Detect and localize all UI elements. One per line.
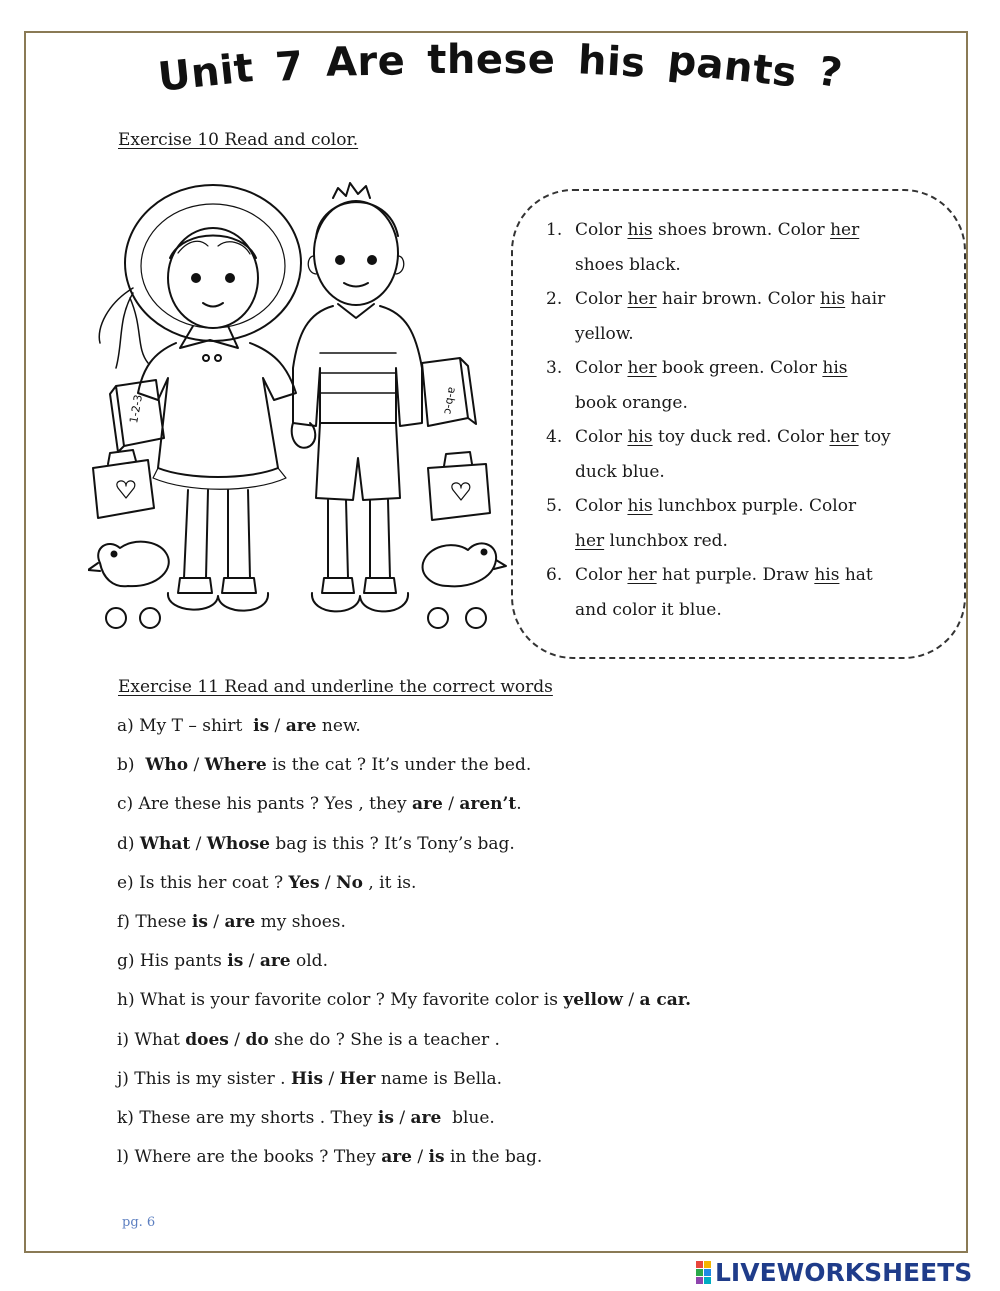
logo-square (704, 1269, 711, 1276)
item-text: a) My T – shirt (117, 716, 254, 736)
exercise-item (117, 830, 691, 869)
item-text: d) (117, 833, 140, 854)
option-word[interactable]: Yes (288, 872, 320, 893)
option-word[interactable]: is (428, 1147, 445, 1168)
item-text: e) Is this her coat ? (117, 872, 289, 893)
svg-text:a-b-c: a-b-c (441, 385, 459, 416)
option-word[interactable]: What (139, 833, 191, 854)
item-text: . (516, 794, 522, 815)
instruction-number: 2. (546, 289, 563, 309)
option-word[interactable]: yellow (563, 990, 623, 1011)
instruction-item (540, 282, 940, 351)
title-word: Are (325, 38, 406, 86)
title-word: 7 (273, 43, 305, 91)
possessive-word: his (820, 289, 846, 309)
item-text: my shoes. (255, 911, 346, 932)
exercise-10-list (540, 213, 940, 627)
item-text: , it is. (362, 872, 417, 893)
exercise-item (117, 908, 691, 947)
instruction-text: lunchbox red. (604, 530, 728, 551)
possessive-word: her (830, 220, 860, 240)
item-text: b) (117, 755, 146, 776)
option-word[interactable]: His (290, 1068, 324, 1089)
possessive-word: her (627, 565, 657, 585)
item-text: is the cat ? It’s under the bed. (266, 755, 532, 776)
instruction-number: 1. (546, 220, 563, 240)
option-separator: / (319, 872, 337, 893)
instruction-item (540, 420, 940, 489)
title-word: Unit (155, 45, 256, 101)
possessive-word: her (575, 530, 605, 551)
possessive-word: his (627, 496, 653, 516)
instruction-number: 6. (546, 565, 563, 585)
option-word[interactable]: is (191, 911, 208, 932)
item-text: i) What (117, 1029, 186, 1050)
item-text: c) Are these his pants ? Yes , they (117, 794, 413, 815)
title-word: pants (665, 37, 799, 97)
instruction-text: yellow. (575, 323, 634, 344)
item-text: j) This is my sister . (117, 1068, 291, 1089)
instruction-text: Color (575, 427, 628, 447)
instruction-text: Color (575, 220, 628, 240)
exercise-11-heading: Exercise 11 Read and underline the correct words (118, 677, 553, 697)
item-text: h) What is your favorite color ? My favorite color is (117, 990, 564, 1011)
exercise-item (117, 1026, 691, 1065)
instruction-text: toy duck red. Color (652, 427, 830, 447)
instruction-text: book green. Color (656, 358, 823, 378)
option-word[interactable]: do (245, 1029, 269, 1050)
option-word[interactable]: are (381, 1147, 412, 1168)
item-text: k) These are my shorts . They (117, 1107, 378, 1128)
item-text: f) These (117, 911, 192, 932)
option-word[interactable]: are (285, 716, 317, 736)
option-separator: / (243, 951, 260, 972)
watermark-text: LIVEWORKSHEETS (715, 1257, 973, 1287)
instruction-number: 5. (546, 496, 563, 516)
instruction-number: 4. (546, 427, 563, 447)
exercise-item (117, 790, 691, 829)
item-text: in the bag. (444, 1147, 543, 1168)
logo-square (696, 1269, 703, 1276)
exercise-item (117, 947, 691, 986)
option-separator: / (207, 911, 225, 932)
option-word[interactable]: a car. (639, 990, 692, 1011)
instruction-text: duck blue. (575, 461, 665, 482)
logo-square (704, 1261, 711, 1268)
option-word[interactable]: No (336, 872, 363, 893)
option-word[interactable]: are (259, 951, 291, 972)
instruction-text: hat (839, 565, 873, 585)
possessive-word: her (627, 289, 657, 309)
title-word: ? (814, 48, 846, 98)
two-children-holding-hands-illustration (88, 168, 508, 648)
option-word[interactable]: Her (339, 1068, 376, 1089)
instruction-text: Color (575, 289, 628, 309)
option-word[interactable]: is (377, 1107, 394, 1128)
possessive-word: her (829, 427, 859, 447)
possessive-word: his (814, 565, 840, 585)
liveworksheets-logo-icon (696, 1261, 711, 1284)
instruction-text: lunchbox purple. Color (652, 496, 857, 516)
liveworksheets-watermark[interactable] (696, 1257, 972, 1287)
possessive-word: his (627, 427, 653, 447)
item-text: old. (290, 951, 328, 972)
instruction-text: shoes black. (575, 254, 681, 275)
instruction-text: toy (858, 427, 891, 447)
possessive-word: her (627, 358, 657, 378)
option-separator: / (442, 794, 460, 815)
option-separator: / (323, 1068, 340, 1089)
exercise-11-list (117, 712, 691, 1182)
option-word[interactable]: Whose (206, 833, 270, 854)
option-word[interactable]: is (227, 951, 244, 972)
logo-square (696, 1277, 703, 1284)
option-word[interactable]: are (412, 794, 443, 815)
instruction-text: hair brown. Color (656, 289, 821, 309)
logo-square (704, 1277, 711, 1284)
exercise-item (117, 751, 691, 790)
instruction-text: hat purple. Draw (656, 565, 815, 585)
exercise-item (117, 986, 691, 1025)
option-word[interactable]: Where (204, 755, 267, 776)
item-text: blue. (441, 1107, 495, 1128)
instruction-item (540, 489, 940, 558)
item-text: name is Bella. (375, 1068, 503, 1089)
item-text: she do ? She is a teacher . (268, 1029, 500, 1050)
exercise-item (117, 1104, 691, 1143)
option-separator: / (269, 716, 286, 736)
page-number: pg. 6 (122, 1215, 156, 1230)
page-title (0, 37, 1000, 101)
option-word[interactable]: are (410, 1107, 442, 1128)
option-separator: / (411, 1147, 429, 1168)
instruction-item (540, 213, 940, 282)
instruction-text: shoes brown. Color (652, 220, 831, 240)
svg-text:1-2-3: 1-2-3 (127, 393, 146, 425)
exercise-item (117, 1143, 691, 1182)
exercise-item (117, 712, 691, 751)
option-word[interactable]: are (224, 911, 256, 932)
instruction-item (540, 351, 940, 420)
option-word[interactable]: does (185, 1029, 229, 1050)
option-word[interactable]: aren’t (459, 794, 517, 815)
possessive-word: his (627, 220, 653, 240)
exercise-item (117, 1065, 691, 1104)
option-separator: / (228, 1029, 246, 1050)
title-word: these (427, 37, 556, 83)
item-text: bag is this ? It’s Tony’s bag. (269, 833, 515, 854)
exercise-item (117, 869, 691, 908)
title-word: his (576, 37, 647, 87)
option-separator: / (393, 1107, 411, 1128)
instruction-text: hair (845, 289, 886, 309)
instruction-text: Color (575, 496, 628, 516)
option-word[interactable]: is (253, 716, 270, 736)
option-word[interactable]: Who (145, 755, 189, 776)
item-text: new. (316, 716, 361, 736)
option-separator: / (188, 755, 205, 776)
possessive-word: his (822, 358, 848, 378)
logo-square (696, 1261, 703, 1268)
instruction-text: and color it blue. (575, 599, 722, 620)
instruction-text: book orange. (575, 392, 688, 413)
exercise-10-heading: Exercise 10 Read and color. (118, 130, 359, 150)
item-text: l) Where are the books ? They (117, 1147, 382, 1168)
instruction-text: Color (575, 565, 628, 585)
instruction-number: 3. (546, 358, 563, 378)
option-separator: / (622, 990, 640, 1011)
option-separator: / (190, 833, 207, 854)
instruction-text: Color (575, 358, 628, 378)
instruction-item (540, 558, 940, 627)
item-text: g) His pants (117, 951, 228, 972)
